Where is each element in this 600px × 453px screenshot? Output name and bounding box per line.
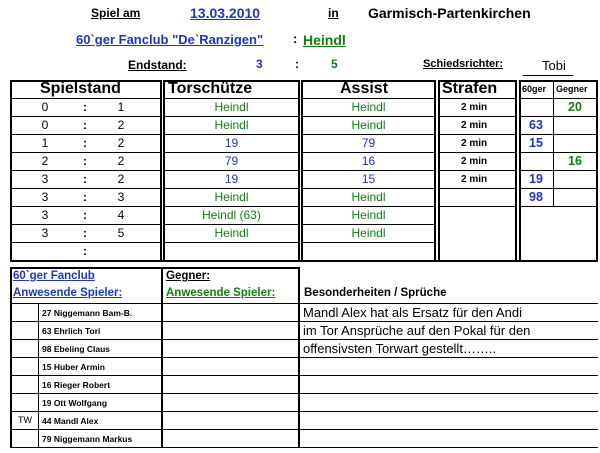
score-sep: : [83, 226, 87, 240]
notes-line-1: Mandl Alex hat als Ersatz für den Andi [303, 305, 522, 320]
assist: 15 [361, 172, 376, 186]
scorer: Heindl [214, 190, 249, 204]
score-sep: : [83, 118, 87, 132]
assist: Heindl [351, 118, 386, 132]
penalty-60ger: 98 [529, 190, 543, 204]
scorer: Heindl [214, 100, 249, 114]
score-sep: : [83, 172, 87, 186]
player-name: 98 Ebeling Claus [42, 344, 111, 354]
player-name: 79 Niggemann Markus [42, 434, 133, 444]
score-home: 0 [41, 118, 49, 132]
score-sep: : [83, 244, 87, 258]
notes-line-3: offensivsten Torwart gestellt…….. [303, 341, 497, 356]
player-role: TW [18, 415, 32, 425]
score-sep: : [83, 154, 87, 168]
scorer: 19 [224, 172, 239, 186]
player-name: 16 Rieger Robert [42, 380, 111, 390]
header-strafen: Strafen [442, 80, 498, 97]
score-home: 3 [41, 226, 49, 240]
penalty-time: 2 min [461, 102, 488, 113]
player-name: 27 Niggemann Bam-B. [42, 308, 133, 318]
notes-title: Besonderheiten / Sprüche [304, 287, 447, 299]
assist: Heindl [351, 100, 386, 114]
penalty-time: 2 min [461, 156, 488, 167]
penalty-60ger: 15 [529, 136, 543, 150]
penalty-time: 2 min [461, 138, 488, 149]
home-players-title: 60`ger Fanclub [13, 270, 95, 282]
penalty-gegner: 20 [568, 100, 582, 114]
header-spielstand: Spielstand [40, 80, 121, 97]
scorer: Heindl (63) [202, 208, 261, 222]
penalty-60ger: 63 [529, 118, 543, 132]
scorer: Heindl [214, 118, 249, 132]
player-name: 63 Ehrlich Tori [42, 326, 101, 336]
score-home: 3 [41, 190, 49, 204]
score-sep: : [83, 190, 87, 204]
header-assist: Assist [340, 80, 389, 97]
endstand-away: 5 [331, 57, 338, 71]
score-sep: : [83, 136, 87, 150]
endstand-home: 3 [256, 57, 263, 71]
scorer: 79 [224, 154, 239, 168]
assist: Heindl [351, 190, 386, 204]
home-players-subtitle: Anwesende Spieler: [13, 287, 123, 299]
location: Garmisch-Partenkirchen [368, 5, 531, 21]
score-away: 2 [117, 118, 125, 132]
score-home: 0 [41, 100, 49, 114]
endstand-label: Endstand: [128, 58, 187, 72]
score-away: 3 [117, 190, 125, 204]
assist: Heindl [351, 226, 386, 240]
score-sep: : [83, 208, 87, 222]
score-away: 2 [117, 154, 125, 168]
score-away: 1 [117, 100, 125, 114]
away-players-subtitle: Anwesende Spieler: [166, 287, 276, 299]
assist: 79 [361, 136, 376, 150]
home-team: 60`ger Fanclub "De`Ranzigen" [76, 32, 264, 47]
score-home: 3 [41, 172, 49, 186]
notes-line-2: im Tor Ansprüche auf den Pokal für den [303, 323, 531, 338]
away-team: Heindl [303, 32, 346, 48]
penalty-gegner: 16 [568, 154, 582, 168]
teams-colon: : [293, 31, 298, 46]
scorer: Heindl [214, 226, 249, 240]
score-away: 5 [117, 226, 125, 240]
referee-underline [523, 75, 573, 76]
score-home: 1 [41, 136, 49, 150]
header-gegner: Gegner [556, 84, 588, 94]
assist: Heindl [351, 208, 386, 222]
header-torschuetze: Torschütze [168, 80, 253, 97]
assist: 16 [361, 154, 376, 168]
score-away: 2 [117, 172, 125, 186]
in-label: in [328, 6, 339, 20]
score-away: 2 [117, 136, 125, 150]
score-away: 4 [117, 208, 125, 222]
score-home: 2 [41, 154, 49, 168]
player-name: 19 Ott Wolfgang [42, 398, 108, 408]
player-name: 44 Mandl Alex [42, 416, 99, 426]
score-sep: : [83, 100, 87, 114]
spiel-am-label: Spiel am [91, 6, 141, 20]
endstand-colon: : [295, 57, 299, 71]
header-60ger: 60ger [522, 84, 547, 94]
referee-label: Schiedsrichter: [423, 58, 504, 70]
scorer: 19 [224, 136, 239, 150]
penalty-time: 2 min [461, 120, 488, 131]
player-name: 15 Huber Armin [42, 362, 105, 372]
referee-name: Tobi [542, 58, 566, 73]
away-players-title: Gegner: [166, 270, 211, 282]
match-date: 13.03.2010 [190, 5, 261, 21]
score-home: 3 [41, 208, 49, 222]
penalty-60ger: 19 [529, 172, 543, 186]
penalty-time: 2 min [461, 174, 488, 185]
